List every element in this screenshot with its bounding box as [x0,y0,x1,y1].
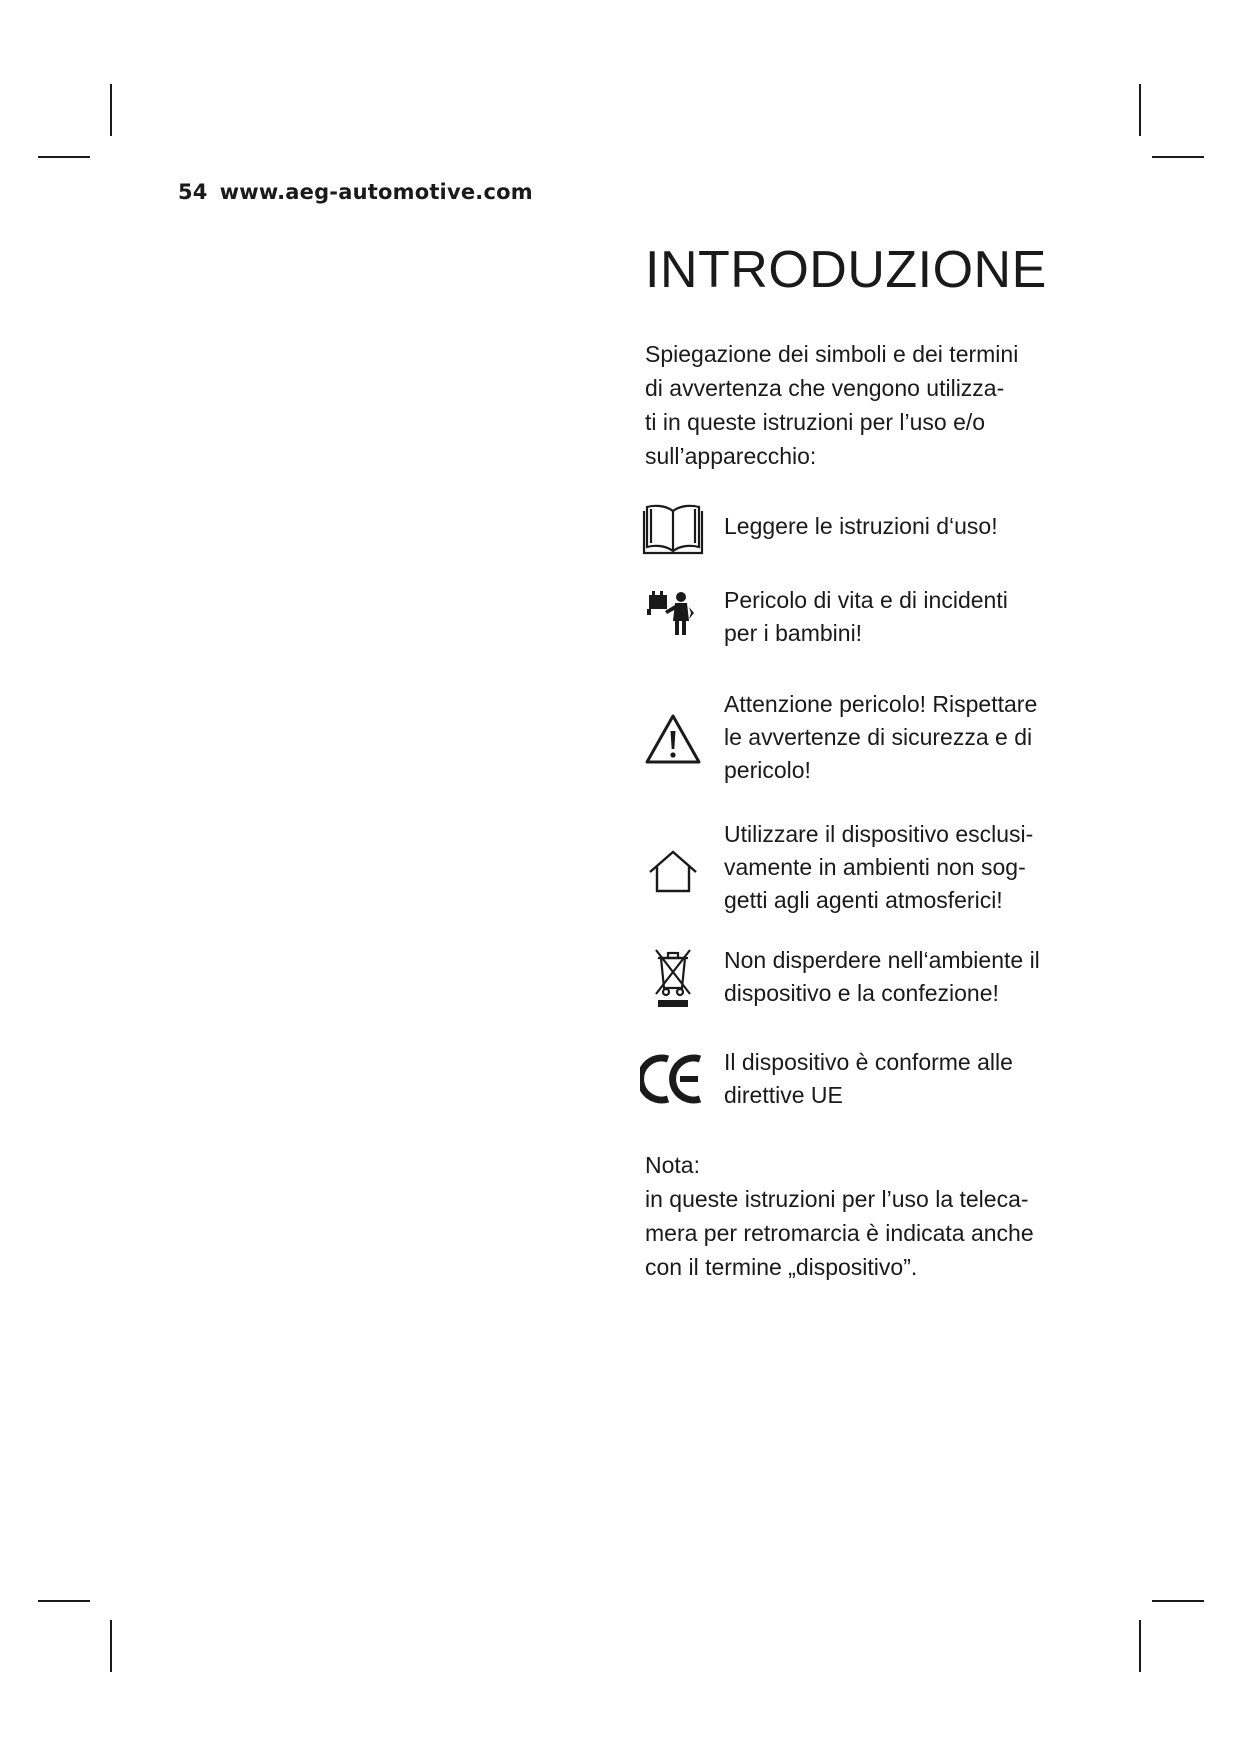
symbol-text-child-danger: Pericolo di vita e di incidenti per i bambini! [724,587,1008,646]
page-header [178,180,533,204]
crop-mark-bottom-left-vertical [110,1620,112,1672]
warning-triangle-icon [640,706,706,772]
house-icon [640,838,706,904]
crop-mark-top-right-vertical [1139,84,1141,136]
symbol-text-ce: Il dispositivo è conforme alle direttive UE [724,1049,1013,1108]
crossed-bin-icon [640,944,706,1010]
crop-mark-top-right-horizontal [1152,156,1204,158]
crop-mark-top-left-horizontal [38,156,90,158]
page-number: 54 [178,180,208,204]
note-label: Nota: [645,1152,700,1178]
ce-mark-icon [640,1046,706,1112]
website-url: www.aeg-automotive.com [219,180,533,204]
symbol-text-warning: Attenzione pericolo! Rispettare le avvertenze di sicurezza e di pericolo! [724,691,1038,783]
symbol-text-disposal: Non disperdere nell‘ambiente il dispositivo e la confezione! [724,947,1040,1006]
child-danger-icon [640,584,706,650]
intro-paragraph: Spiegazione dei simboli e dei termini di avvertenza che vengono utilizza- ti in queste istruzioni per l’uso e/o sull’apparecchio: [645,341,1019,469]
crop-mark-bottom-right-vertical [1139,1620,1141,1672]
book-icon [640,496,706,562]
symbol-text-read-manual: Leggere le istruzioni d‘uso! [724,513,998,539]
crop-mark-bottom-right-horizontal [1152,1600,1204,1602]
page-title: INTRODUZIONE [645,241,1047,299]
note-text: in queste istruzioni per l’uso la teleca- mera per retromarcia è indicata anche con il termine „dispositivo”. [645,1186,1034,1280]
symbol-text-indoor-use: Utilizzare il dispositivo esclusi- vamente in ambienti non sog- getti agli agenti atmosferici! [724,821,1034,913]
crop-mark-top-left-vertical [110,84,112,136]
crop-mark-bottom-left-horizontal [38,1600,90,1602]
